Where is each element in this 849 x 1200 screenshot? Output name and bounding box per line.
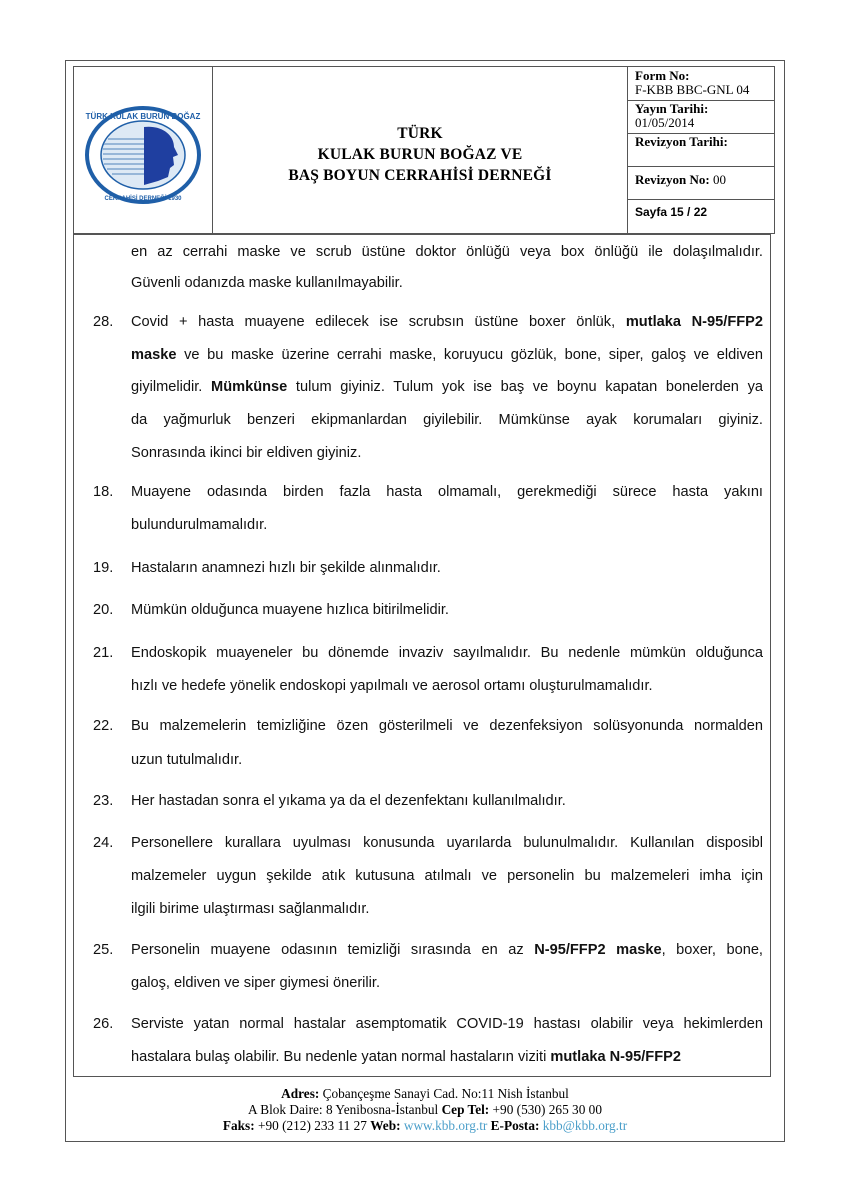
fax-label: Faks: <box>222 1118 255 1133</box>
revision-no-row <box>628 167 774 200</box>
form-no-value: F-KBB BBC-GNL 04 <box>635 82 750 97</box>
bold-text-segment: mutlaka N-95/FFP2 <box>550 1049 681 1065</box>
list-item-text <box>131 410 763 430</box>
mobile-value: +90 (530) 265 30 00 <box>489 1102 602 1117</box>
document-body <box>73 234 771 1077</box>
text-segment: ilgili birime ulaştırması sağlanmalıdır. <box>131 901 370 917</box>
list-item-line <box>93 791 763 811</box>
text-segment: Serviste yatan normal hastalar asemptomatik COVID-19 hastası olabilir veya hekimlerden <box>131 1016 763 1032</box>
list-item-line <box>131 443 763 463</box>
list-item-line <box>93 940 763 960</box>
list-item-line <box>131 866 763 886</box>
list-item-line <box>131 676 763 696</box>
list-item-line <box>131 750 763 770</box>
text-segment: malzemeler uygun şekilde atık kutusuna atılmalı ve personelin bu malzemeleri imha için <box>131 868 763 884</box>
list-item-line <box>131 410 763 430</box>
form-no-label: Form No: <box>635 68 690 83</box>
society-logo-icon <box>84 105 202 205</box>
publish-date-label: Yayın Tarihi: <box>635 101 709 116</box>
text-segment: galoş, eldiven ve siper giymesi önerilir. <box>131 975 381 991</box>
publish-date-value: 01/05/2014 <box>635 115 695 130</box>
list-item-line <box>93 833 763 853</box>
web-label: Web: <box>370 1118 401 1133</box>
svg-text:CERRAHİSİ DERNEĞİ 1930: CERRAHİSİ DERNEĞİ 1930 <box>104 196 182 202</box>
list-item-text <box>131 973 763 993</box>
list-item-line <box>93 600 763 620</box>
text-segment: hastalara bulaş olabilir. Bu nedenle yatan normal hastaların viziti <box>131 1049 551 1065</box>
list-item-text <box>131 515 763 535</box>
revision-date-label: Revizyon Tarihi: <box>635 134 728 149</box>
organization-title <box>213 67 628 233</box>
bold-text-segment: N-95/FFP2 maske <box>534 942 662 958</box>
form-no-row <box>628 67 774 101</box>
title-line-2: KULAK BURUN BOĞAZ VE <box>317 145 523 163</box>
text-segment: ve bu maske üzerine cerrahi maske, koruyucu gözlük, bone, siper, galoş ve eldiven <box>176 347 763 363</box>
revision-no-value: 00 <box>713 172 726 187</box>
list-item-text <box>131 899 763 919</box>
text-segment: Sonrasında ikinci bir eldiven giyiniz. <box>131 445 362 461</box>
list-item-text <box>131 1014 763 1034</box>
bold-text-segment: mutlaka N-95/FFP2 <box>625 314 764 330</box>
document-meta <box>628 67 774 233</box>
list-item-number: 25. <box>93 942 114 958</box>
page-number: Sayfa 15 / 22 <box>635 205 708 219</box>
list-item-text <box>131 558 763 578</box>
address-line-2: A Blok Daire: 8 Yenibosna-İstanbul <box>248 1102 442 1117</box>
list-item-text <box>131 833 763 853</box>
text-segment: Muayene odasında birden fazla hasta olmamalı, gerekmediği sürece hasta yakını <box>131 484 763 500</box>
list-item-number: 28. <box>93 314 114 330</box>
list-item-line <box>131 973 763 993</box>
text-segment: Covid + hasta muayene edilecek ise scrubsın üstüne boxer önlük, <box>131 314 626 330</box>
list-item-line <box>93 643 763 663</box>
continuation-line: en az cerrahi maske ve scrub üstüne doktor önlüğü veya box önlüğü ile dolaşılmalıdır. <box>131 244 763 260</box>
list-item-number: 21. <box>93 645 114 661</box>
text-segment: Hastaların anamnezi hızlı bir şekilde alınmalıdır. <box>131 560 441 576</box>
revision-no-label: Revizyon No: <box>635 172 710 187</box>
list-item-number: 20. <box>93 602 114 618</box>
list-item-text <box>131 345 763 365</box>
list-item-text <box>131 866 763 886</box>
title-line-1: TÜRK <box>397 124 443 142</box>
list-item-number: 22. <box>93 718 114 734</box>
list-item-line <box>131 1047 763 1067</box>
publish-date-row <box>628 101 774 134</box>
address-label: Adres: <box>281 1086 320 1101</box>
text-segment: Her hastadan sonra el yıkama ya da el dezenfektanı kullanılmalıdır. <box>131 793 566 809</box>
list-item-number: 26. <box>93 1016 114 1032</box>
bold-text-segment: maske <box>131 347 177 363</box>
list-item-text <box>131 312 763 332</box>
list-item-line <box>93 312 764 332</box>
list-item-line <box>93 558 763 578</box>
revision-date-row <box>628 134 774 167</box>
footer-contact-line <box>65 1118 785 1134</box>
list-item-text <box>131 482 763 502</box>
list-item-text <box>131 791 763 811</box>
text-segment: uzun tutulmalıdır. <box>131 752 243 768</box>
list-item-line <box>131 899 763 919</box>
list-item-line <box>93 1014 763 1034</box>
footer-address-line <box>65 1086 785 1102</box>
list-item-line <box>93 716 763 736</box>
mobile-label: Cep Tel: <box>441 1102 490 1117</box>
continuation-line: Güvenli odanızda maske kullanılmayabilir. <box>131 275 403 291</box>
list-item-line <box>93 482 763 502</box>
list-item-line <box>131 515 763 535</box>
text-segment: bulundurulmamalıdır. <box>131 517 268 533</box>
text-segment: Personelin muayene odasının temizliği sırasında en az <box>131 942 535 958</box>
list-item-line <box>131 377 763 397</box>
list-item-text <box>131 443 763 463</box>
list-item-text <box>131 716 763 736</box>
list-item-text <box>131 643 763 663</box>
text-segment: tulum giyiniz. Tulum yok ise baş ve boynu kapatan bonelerden ya <box>287 379 763 395</box>
list-item-number: 19. <box>93 560 114 576</box>
text-segment: , boxer, bone, <box>661 942 763 958</box>
list-item-number: 23. <box>93 793 114 809</box>
text-segment: hızlı ve hedefe yönelik endoskopi yapılmalı ve aerosol ortamı oluşturulmamalıdır. <box>131 678 653 694</box>
list-item-text <box>131 1047 763 1067</box>
text-segment: Personellere kurallara uyulması konusunda uyarılarda bulunulmalıdır. Kullanılan disposibl <box>131 835 763 851</box>
document-header <box>73 66 775 234</box>
text-segment: Endoskopik muayeneler bu dönemde invaziv sayılmalıdır. Bu nedenle mümkün olduğunca <box>131 645 763 661</box>
text-segment: Mümkün olduğunca muayene hızlıca bitirilmelidir. <box>131 602 449 618</box>
footer-phone-line <box>65 1102 785 1118</box>
logo-cell <box>74 67 213 233</box>
bold-text-segment: Mümkünse <box>211 379 288 395</box>
email-label: E-Posta: <box>487 1118 540 1133</box>
list-item-number: 18. <box>93 484 114 500</box>
list-item-text <box>131 377 763 397</box>
list-item-text <box>131 750 763 770</box>
list-item-text <box>131 940 763 960</box>
list-item-text <box>131 676 763 696</box>
list-item-number: 24. <box>93 835 114 851</box>
fax-value: +90 (212) 233 11 27 <box>254 1118 371 1133</box>
list-item-line <box>131 345 763 365</box>
title-line-3: BAŞ BOYUN CERRAHİSİ DERNEĞİ <box>288 166 552 184</box>
text-segment: giyilmelidir. <box>131 379 212 395</box>
email-link[interactable]: kbb@kbb.org.tr <box>539 1118 628 1133</box>
list-item-text <box>131 600 763 620</box>
svg-text:TÜRK KULAK BURUN BOĞAZ: TÜRK KULAK BURUN BOĞAZ <box>85 112 201 121</box>
text-segment: da yağmurluk benzeri ekipmanlardan giyilebilir. Mümkünse ayak korumaları giyiniz. <box>131 412 763 428</box>
address-value: Çobançeşme Sanayi Cad. No:11 Nish İstanbul <box>319 1086 569 1101</box>
text-segment: Bu malzemelerin temizliğine özen gösterilmeli ve dezenfeksiyon solüsyonunda normalden <box>131 718 763 734</box>
page-number-row <box>628 200 774 233</box>
web-link[interactable]: www.kbb.org.tr <box>400 1118 488 1133</box>
document-footer <box>65 1086 785 1134</box>
